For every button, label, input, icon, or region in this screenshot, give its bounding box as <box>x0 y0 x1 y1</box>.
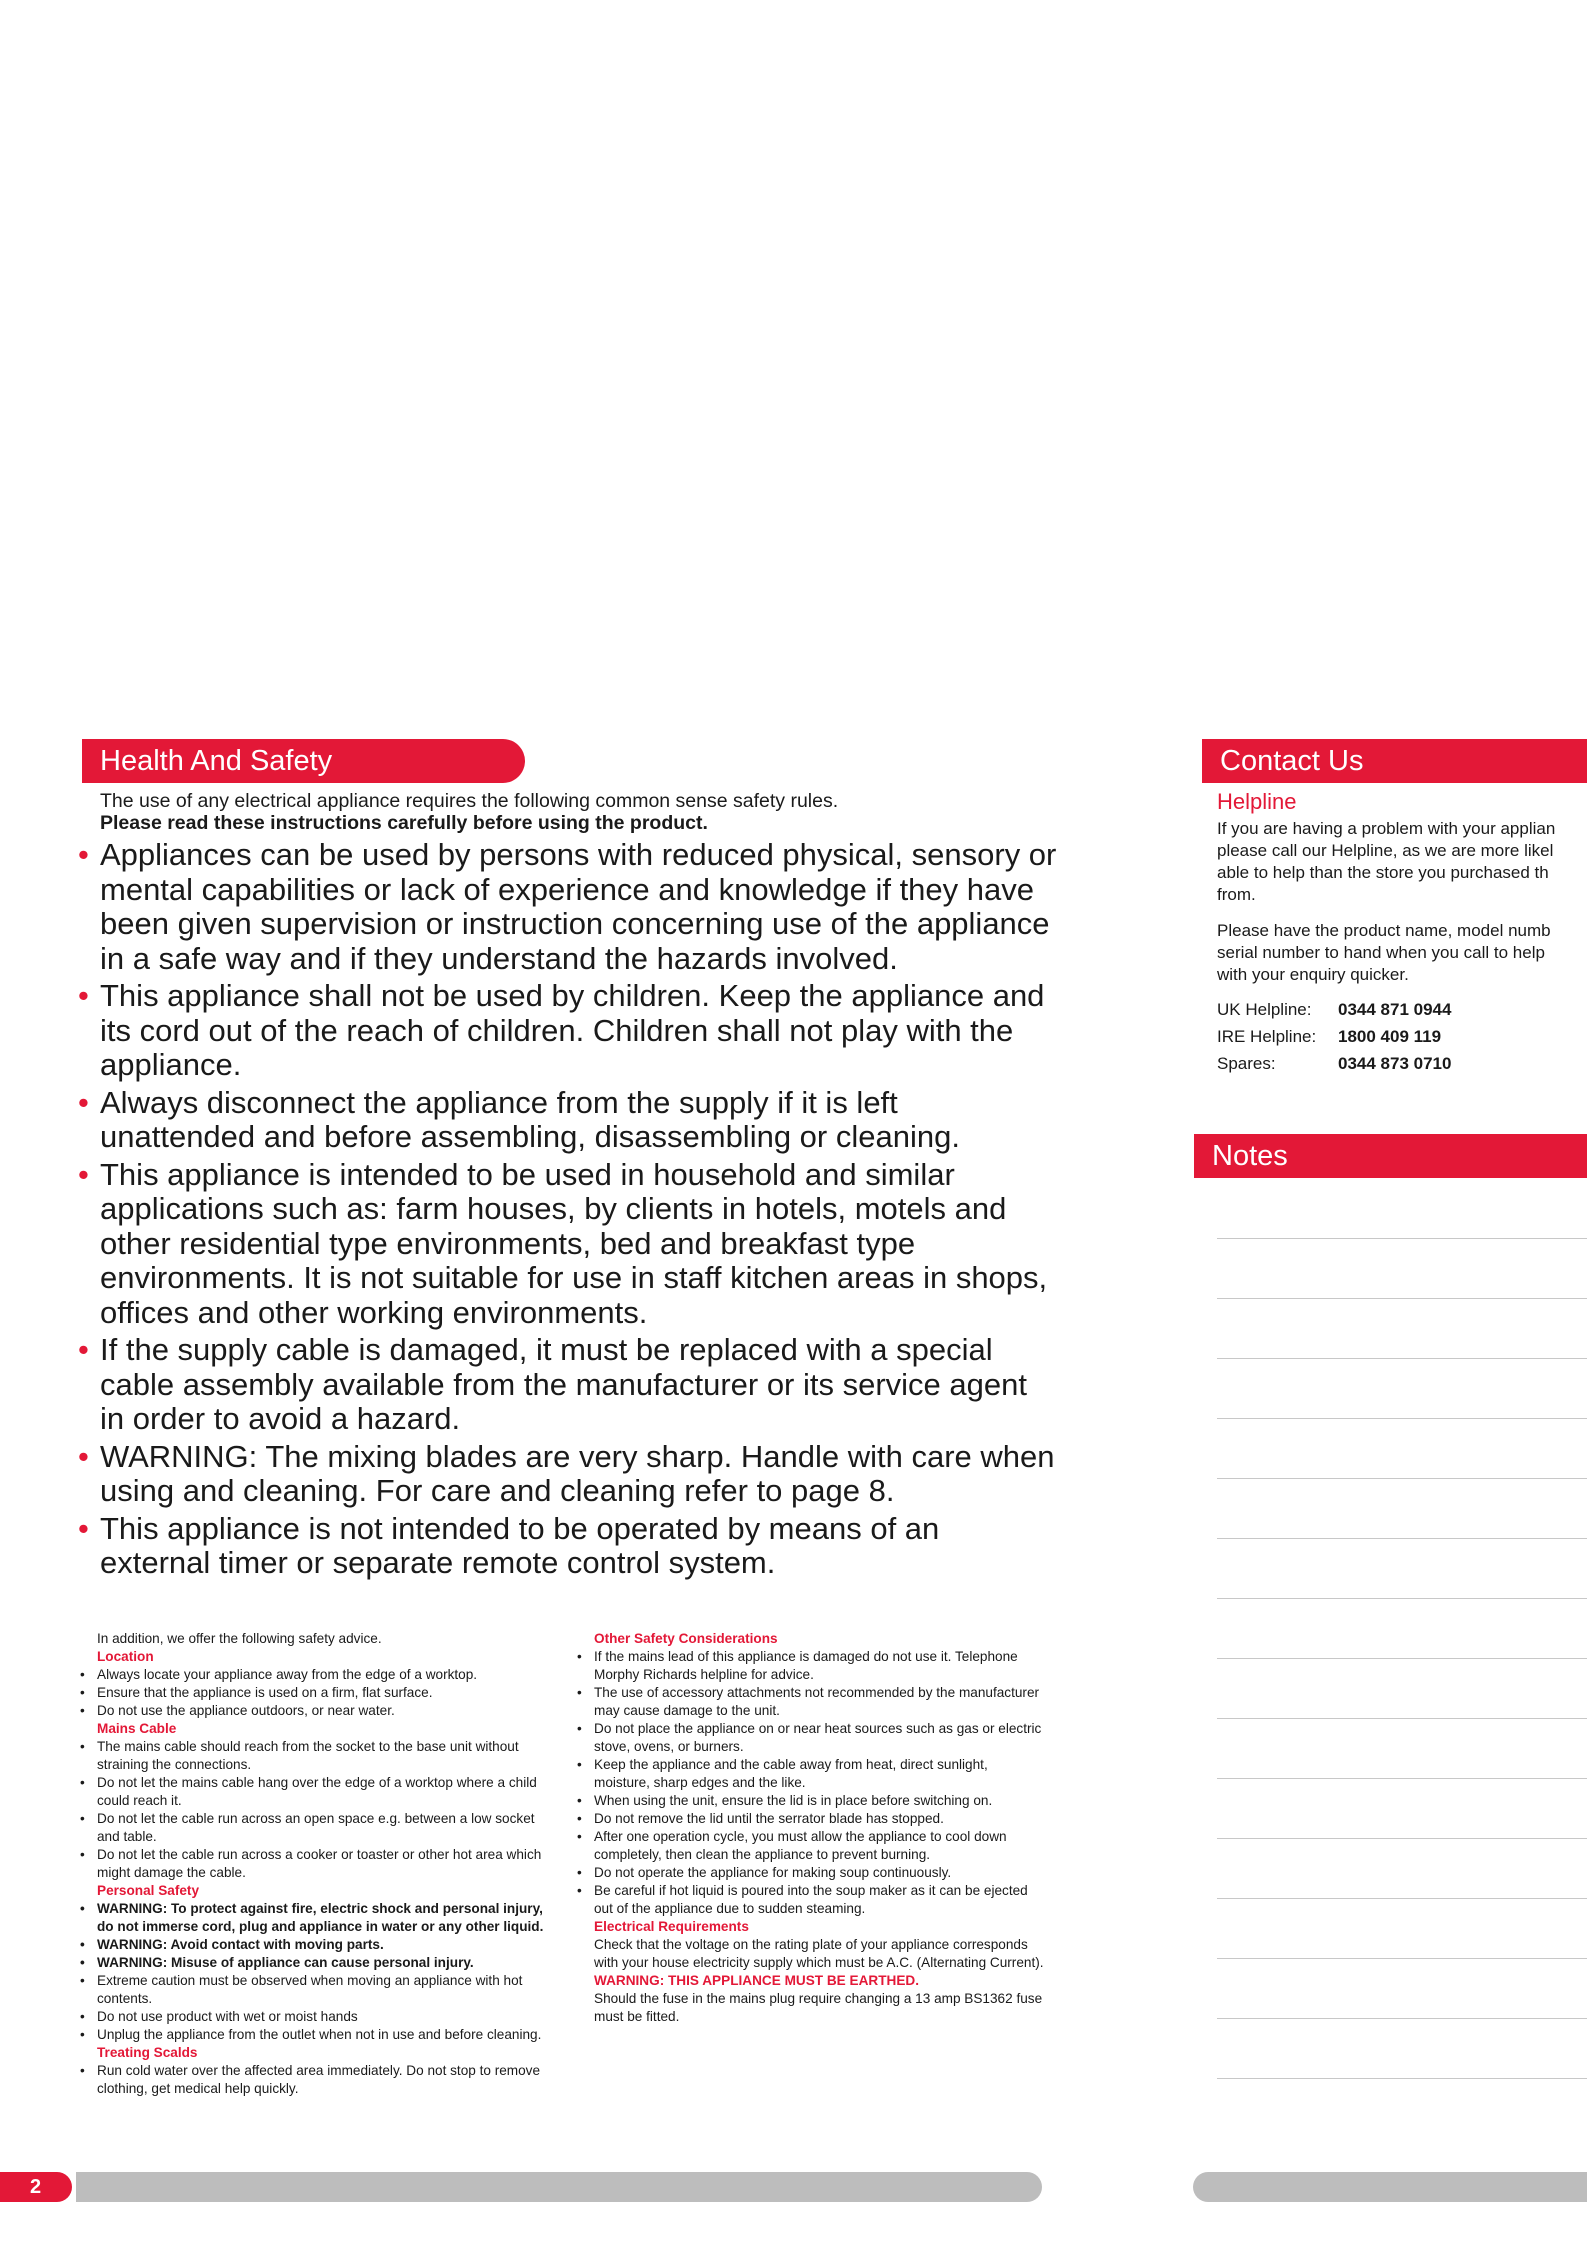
note-line <box>1217 1538 1587 1539</box>
location-item: • Always locate your appliance away from the edge of a worktop. <box>78 1666 556 1684</box>
text-line: If you are having a problem with your applian <box>1217 819 1556 838</box>
personal-safety-item: • Unplug the appliance from the outlet when not in use and before cleaning. <box>78 2026 556 2044</box>
phone-row <box>1217 996 1587 1023</box>
mains-cable-item: • Do not let the cable run across an open space e.g. between a low socket and table. <box>78 1810 556 1846</box>
helpline-subheading: Helpline <box>1217 789 1297 814</box>
other-safety-item: • Do not remove the lid until the serrator blade has stopped. <box>575 1810 1045 1828</box>
safety-bullet: • WARNING: The mixing blades are very sharp. Handle with care when using and cleaning. For care and cleaning refer to page 8. <box>78 1440 1058 1509</box>
text-line: serial number to hand when you call to help <box>1217 943 1545 962</box>
contact-us-section <box>1217 788 1587 1077</box>
phone-label: UK Helpline: <box>1217 1000 1312 1019</box>
safety-bullet: • Always disconnect the appliance from the supply if it is left unattended and before assembling, disassembling or cleaning. <box>78 1086 1058 1155</box>
note-line <box>1217 1778 1587 1779</box>
electrical-requirements-text: Check that the voltage on the rating plate of your appliance corresponds with your house electricity supply which must be A.C. (Alternating Current). <box>594 1937 1044 1970</box>
notes-heading: Notes <box>1194 1134 1587 1178</box>
phone-row <box>1217 1050 1587 1077</box>
note-line <box>1217 1418 1587 1419</box>
other-safety-item: • Keep the appliance and the cable away from heat, direct sunlight, moisture, sharp edges and the like. <box>575 1756 1045 1792</box>
location-heading: Location <box>97 1649 154 1664</box>
personal-safety-heading: Personal Safety <box>97 1883 199 1898</box>
intro-line-1: The use of any electrical appliance requires the following common sense safety rules. <box>100 790 839 812</box>
other-safety-item: • Be careful if hot liquid is poured into the soup maker as it can be ejected out of the appliance due to sudden steaming. <box>575 1882 1045 1918</box>
note-line <box>1217 1838 1587 1839</box>
location-item: • Ensure that the appliance is used on a firm, flat surface. <box>78 1684 556 1702</box>
electrical-requirements-heading: Electrical Requirements <box>594 1919 749 1934</box>
mains-cable-item: • The mains cable should reach from the socket to the base unit without straining the connections. <box>78 1738 556 1774</box>
safety-bullet: • If the supply cable is damaged, it must be replaced with a special cable assembly available from the manufacturer or its service agent in order to avoid a hazard. <box>78 1333 1058 1437</box>
safety-bullet: • This appliance is intended to be used in household and similar applications such as: farm houses, by clients in hotels, motels and other residential type environments, bed and breakfast type environments. It is not suitable for use in staff kitchen areas in shops, offices and other working environments. <box>78 1158 1058 1331</box>
other-safety-item: • The use of accessory attachments not recommended by the manufacturer may cause damage to the unit. <box>575 1684 1045 1720</box>
phone-label: IRE Helpline: <box>1217 1027 1317 1046</box>
text-line: Please have the product name, model numb <box>1217 921 1551 940</box>
treating-scalds-item: • Run cold water over the affected area immediately. Do not stop to remove clothing, get medical help quickly. <box>78 2062 556 2098</box>
note-line <box>1217 1298 1587 1299</box>
note-line <box>1217 1958 1587 1959</box>
other-safety-heading: Other Safety Considerations <box>594 1631 778 1646</box>
phone-number: 0344 873 0710 <box>1338 1054 1452 1073</box>
personal-safety-item: • Do not use product with wet or moist hands <box>78 2008 556 2026</box>
helpline-paragraph-2 <box>1217 920 1587 986</box>
note-line <box>1217 1598 1587 1599</box>
personal-safety-warning: • WARNING: To protect against fire, electric shock and personal injury, do not immerse cord, plug and appliance in water or any other liquid. <box>78 1900 556 1936</box>
other-safety-item: • If the mains lead of this appliance is damaged do not use it. Telephone Morphy Richards helpline for advice. <box>575 1648 1045 1684</box>
safety-bullet: • This appliance is not intended to be operated by means of an external timer or separate remote control system. <box>78 1512 1058 1581</box>
intro-text <box>100 790 1060 834</box>
text-line: able to help than the store you purchased th <box>1217 863 1549 882</box>
note-line <box>1217 2078 1587 2079</box>
earthed-warning: WARNING: THIS APPLIANCE MUST BE EARTHED. <box>594 1973 919 1988</box>
contact-us-heading: Contact Us <box>1202 739 1587 783</box>
phone-number: 1800 409 119 <box>1338 1027 1442 1046</box>
safety-advice-right-column <box>575 1630 1045 2026</box>
footer-bar-right <box>1193 2172 1587 2202</box>
phone-label: Spares: <box>1217 1054 1276 1073</box>
personal-safety-warning: • WARNING: Misuse of appliance can cause personal injury. <box>78 1954 556 1972</box>
personal-safety-item: • Extreme caution must be observed when moving an appliance with hot contents. <box>78 1972 556 2008</box>
phone-row <box>1217 1023 1587 1050</box>
note-line <box>1217 1658 1587 1659</box>
text-line: please call our Helpline, as we are more likel <box>1217 841 1554 860</box>
note-line <box>1217 1358 1587 1359</box>
footer-bar <box>76 2172 1042 2202</box>
text-line: from. <box>1217 885 1256 904</box>
personal-safety-warning: • WARNING: Avoid contact with moving parts. <box>78 1936 556 1954</box>
phone-list <box>1217 996 1587 1077</box>
health-safety-heading: Health And Safety <box>82 739 525 783</box>
other-safety-item: • Do not place the appliance on or near heat sources such as gas or electric stove, ovens, or burners. <box>575 1720 1045 1756</box>
treating-scalds-heading: Treating Scalds <box>97 2045 198 2060</box>
other-safety-item: • Do not operate the appliance for making soup continuously. <box>575 1864 1045 1882</box>
location-item: • Do not use the appliance outdoors, or near water. <box>78 1702 556 1720</box>
safety-bullet: • Appliances can be used by persons with reduced physical, sensory or mental capabilities or lack of experience and knowledge if they have been given supervision or instruction concerning use of the appliance in a safe way and if they understand the hazards involved. <box>78 838 1058 976</box>
safety-bullet: • This appliance shall not be used by children. Keep the appliance and its cord out of the reach of children. Children shall not play with the appliance. <box>78 979 1058 1083</box>
footer-left <box>0 2172 1042 2202</box>
text-line: with your enquiry quicker. <box>1217 965 1409 984</box>
other-safety-item: • After one operation cycle, you must allow the appliance to cool down completely, then clean the appliance to prevent burning. <box>575 1828 1045 1864</box>
note-line <box>1217 1238 1587 1239</box>
intro-line-2: Please read these instructions carefully before using the product. <box>100 812 708 834</box>
phone-number: 0344 871 0944 <box>1338 1000 1452 1019</box>
note-line <box>1217 2018 1587 2019</box>
note-line <box>1217 1718 1587 1719</box>
note-line <box>1217 1478 1587 1479</box>
mains-cable-heading: Mains Cable <box>97 1721 177 1736</box>
advice-intro: In addition, we offer the following safety advice. <box>97 1631 382 1646</box>
mains-cable-item: • Do not let the mains cable hang over the edge of a worktop where a child could reach it. <box>78 1774 556 1810</box>
fuse-text: Should the fuse in the mains plug require changing a 13 amp BS1362 fuse must be fitted. <box>594 1991 1043 2024</box>
note-line <box>1217 1898 1587 1899</box>
mains-cable-item: • Do not let the cable run across a cooker or toaster or other hot area which might damage the cable. <box>78 1846 556 1882</box>
safety-advice-left-column <box>78 1630 556 2098</box>
page-number: 2 <box>0 2172 72 2202</box>
other-safety-item: • When using the unit, ensure the lid is in place before switching on. <box>575 1792 1045 1810</box>
helpline-paragraph-1 <box>1217 818 1587 906</box>
main-safety-list <box>78 838 1058 1584</box>
